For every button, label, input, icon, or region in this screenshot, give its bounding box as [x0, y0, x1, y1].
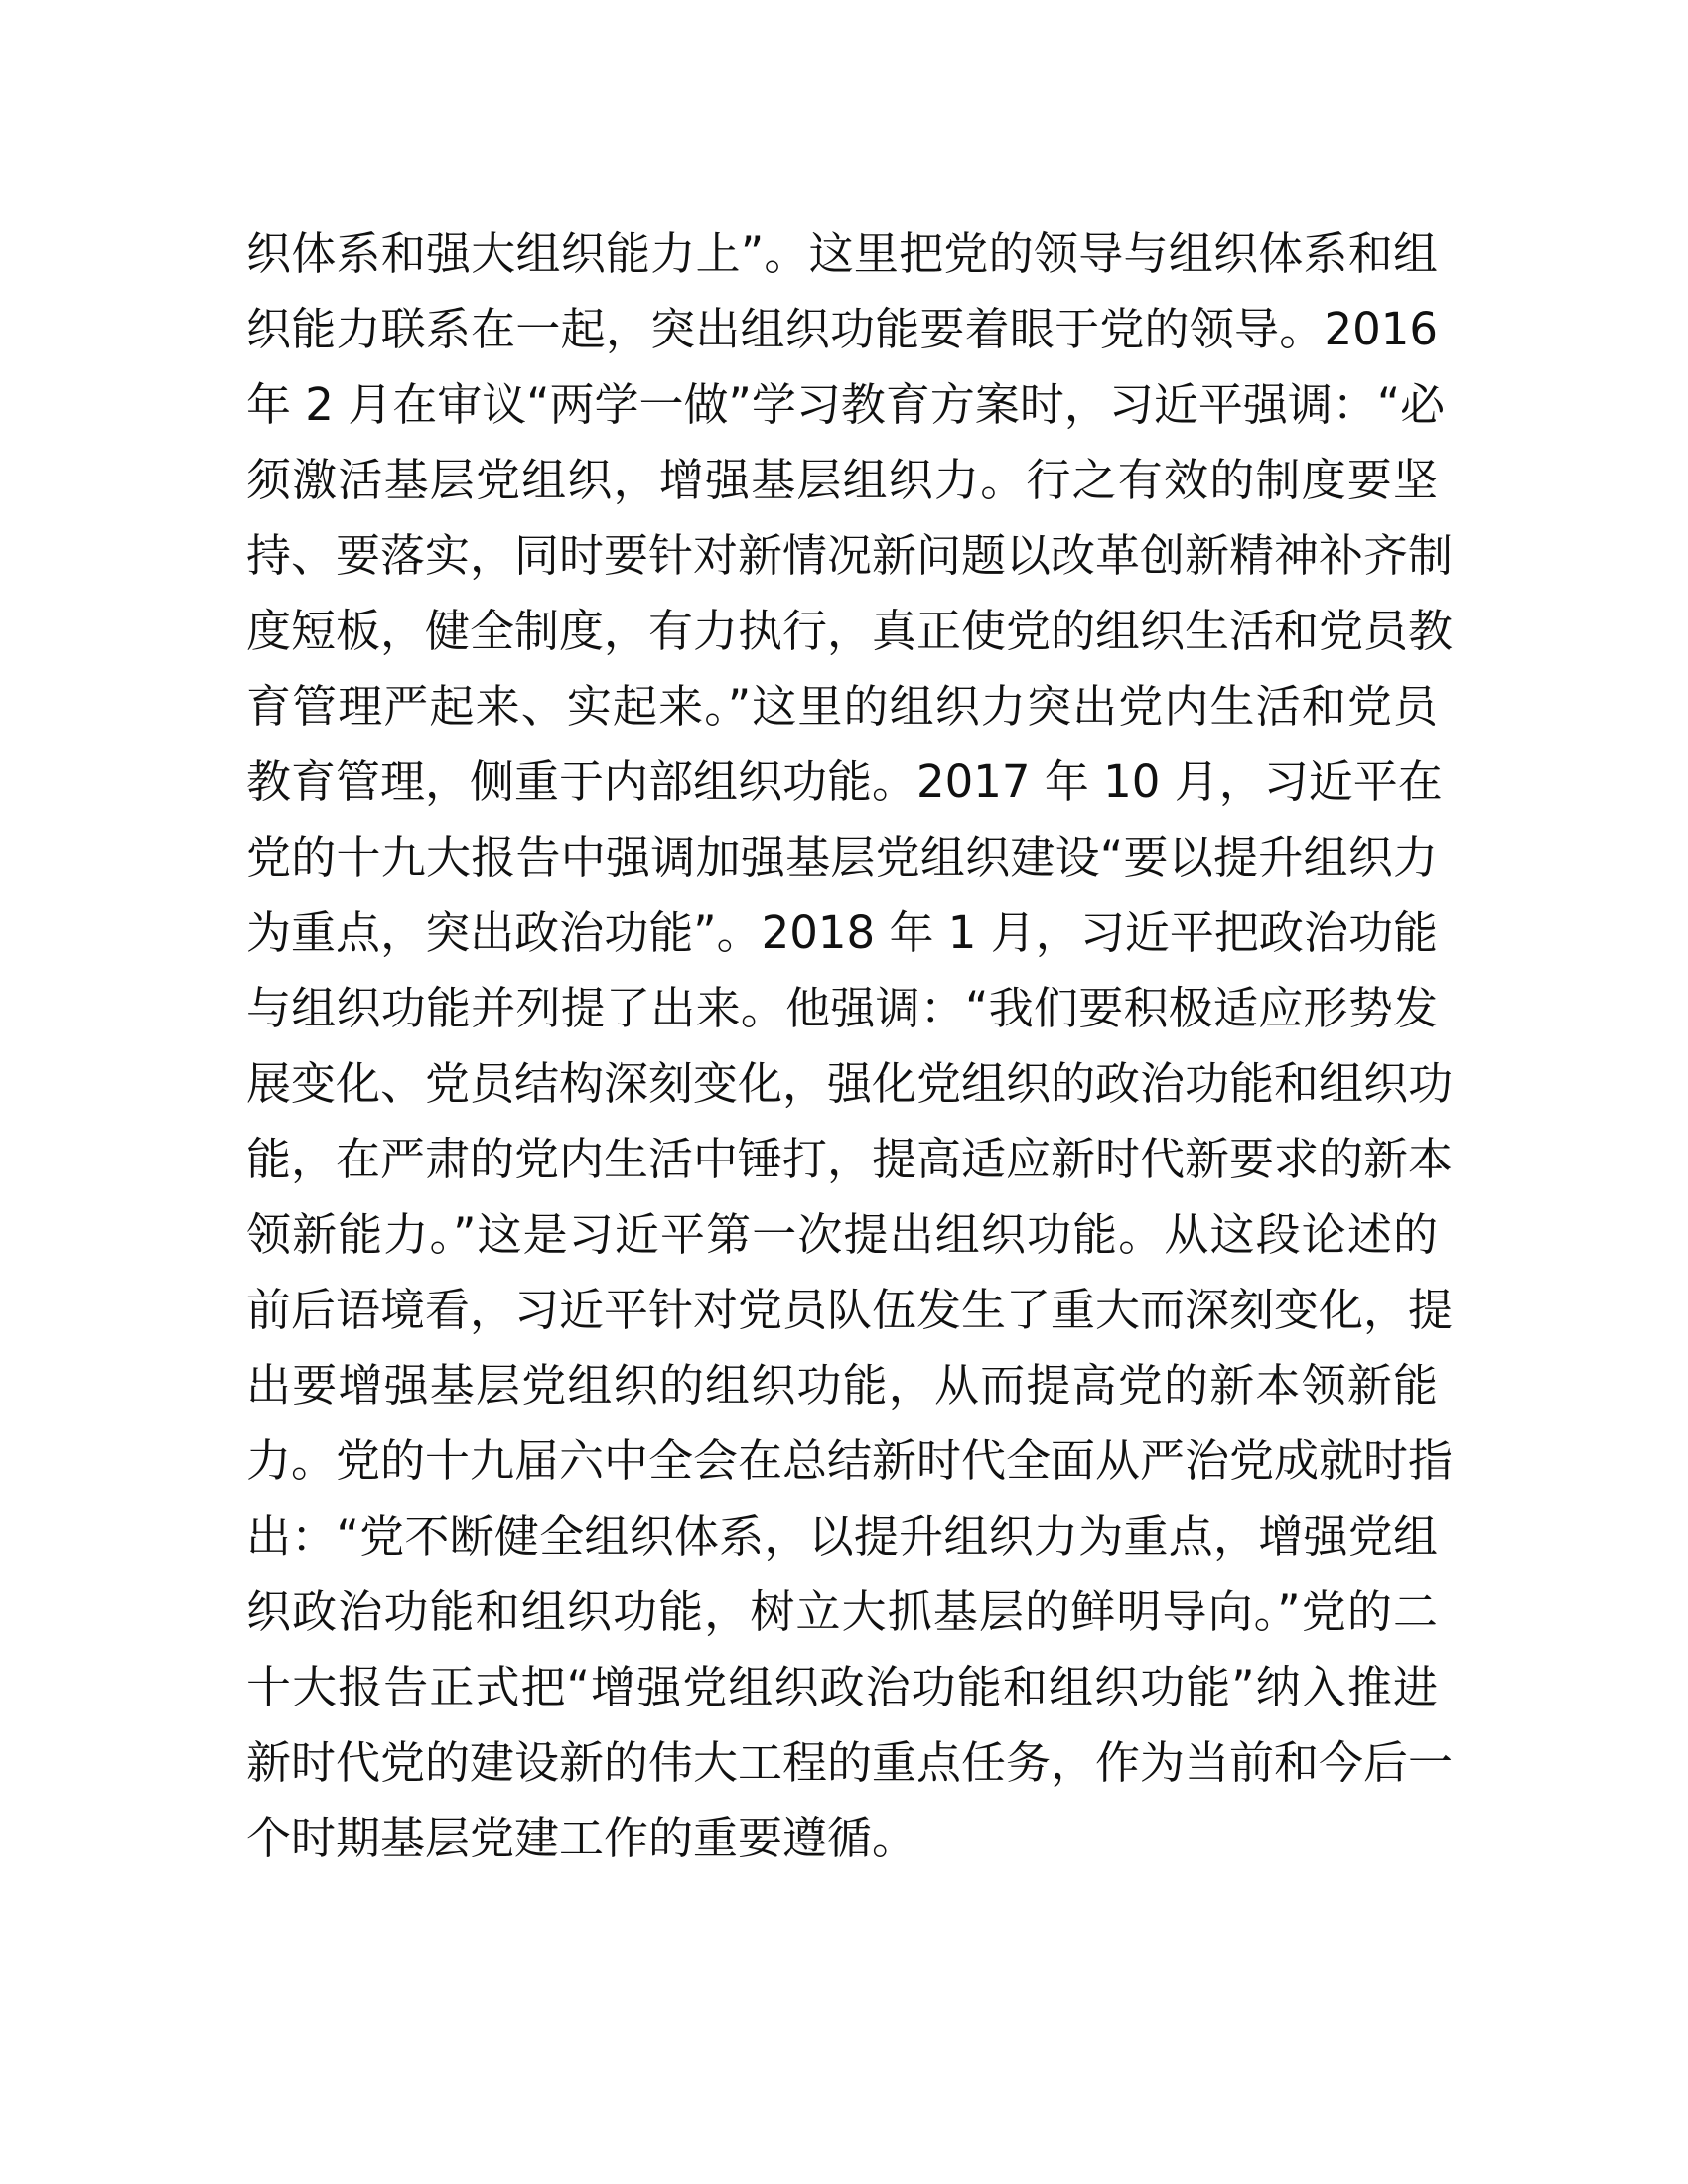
paragraph-line: 出要增强基层党组织的组织功能，从而提高党的新本领新能: [246, 1359, 1438, 1412]
paragraph-line: 织能力联系在一起，突出组织功能要着眼于党的领导。2016: [246, 303, 1438, 355]
paragraph-line: 教育管理，侧重于内部组织功能。2017 年 10 月，习近平在: [246, 755, 1443, 808]
paragraph-line: 力。党的十九届六中全会在总结新时代全面从严治党成就时指: [246, 1434, 1454, 1487]
paragraph-line: 领新能力。”这是习近平第一次提出组织功能。从这段论述的: [246, 1208, 1438, 1261]
paragraph-line: 织体系和强大组织能力上”。这里把党的领导与组织体系和组: [246, 227, 1438, 280]
paragraph-line: 出：“党不断健全组织体系，以提升组织力为重点，增强党组: [246, 1510, 1438, 1563]
paragraph-line: 度短板，健全制度，有力执行，真正使党的组织生活和党员教: [246, 605, 1454, 657]
paragraph-line: 展变化、党员结构深刻变化，强化党组织的政治功能和组织功: [246, 1057, 1454, 1110]
paragraph-line: 个时期基层党建工作的重要遵循。: [246, 1812, 917, 1864]
body-paragraph: [246, 216, 1454, 1876]
paragraph-line: 为重点，突出政治功能”。2018 年 1 月，习近平把政治功能: [246, 906, 1438, 959]
paragraph-line: 新时代党的建设新的伟大工程的重点任务，作为当前和今后一: [246, 1736, 1454, 1789]
paragraph-line: 育管理严起来、实起来。”这里的组织力突出党内生活和党员: [246, 680, 1438, 733]
paragraph-line: 能，在严肃的党内生活中锤打，提高适应新时代新要求的新本: [246, 1133, 1454, 1185]
paragraph-line: 前后语境看，习近平针对党员队伍发生了重大而深刻变化，提: [246, 1284, 1454, 1336]
paragraph-line: 与组织功能并列提了出来。他强调：“我们要积极适应形势发: [246, 982, 1438, 1034]
paragraph-line: 织政治功能和组织功能，树立大抓基层的鲜明导向。”党的二: [246, 1585, 1438, 1638]
paragraph-line: 年 2 月在审议“两学一做”学习教育方案时，习近平强调：“必: [246, 378, 1446, 431]
paragraph-line: 党的十九大报告中强调加强基层党组织建设“要以提升组织力: [246, 831, 1438, 884]
paragraph-line: 持、要落实，同时要针对新情况新问题以改革创新精神补齐制: [246, 529, 1454, 582]
paragraph-line: 十大报告正式把“增强党组织政治功能和组织功能”纳入推进: [246, 1661, 1438, 1713]
paragraph-line: 须激活基层党组织，增强基层组织力。行之有效的制度要坚: [246, 454, 1438, 506]
